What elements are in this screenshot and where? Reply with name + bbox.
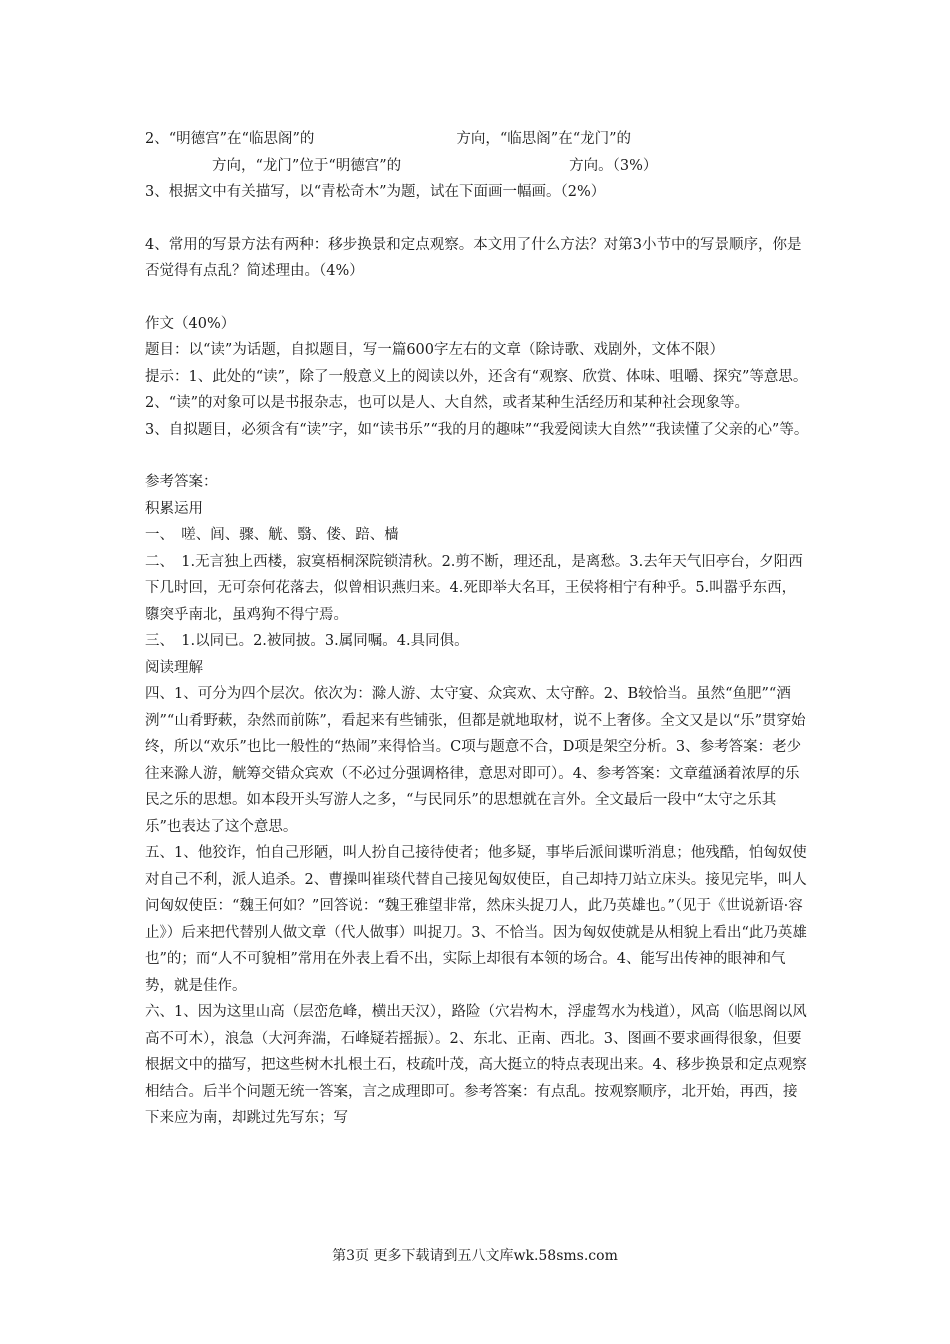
essay-tip-3: 3、自拟题目，必须含有“读”字，如“读书乐”“我的月的趣味”“我爱阅读大自然”“我读懂了父亲的心”等。 (145, 421, 809, 438)
question-2-part-2: 方向，“临思阁”在“龙门”的 (456, 131, 632, 147)
question-2 (145, 126, 810, 153)
spacer (145, 206, 810, 232)
question-2-part-4: 方向。（3%） (569, 157, 658, 174)
page-content (145, 126, 810, 1132)
essay-topic: 题目：以“读”为话题，自拟题目，写一篇600字左右的文章（除诗歌、戏剧外，文体不限） (145, 342, 724, 358)
page-footer: 第3页 更多下载请到五八文库wk.58sms.com (332, 1248, 618, 1264)
essay-tip-2: 2、“读”的对象可以是书报杂志，也可以是人、大自然，或者某种生活经历和某种社会现象等。 (145, 395, 750, 411)
question-3: 3、根据文中有关描写，以“青松奇木”为题，试在下面画一幅画。（2%） (145, 184, 606, 200)
question-4: 4、常用的写景方法有两种：移步换景和定点观察。本文用了什么方法？对第3小节中的写景顺序，你是否觉得有点乱？简述理由。（4%） (145, 236, 802, 279)
question-2-part-1: 2、“明德宫”在“临思阁”的 (145, 131, 315, 147)
answer-6: 六、1、因为这里山高（层峦危峰，横出天汉），路险（穴岩构木，浮虚驾水为栈道），风高（临思阁以风高不可木），浪急（大河奔湍，石峰疑若摇振）。2、东北、正南、西北。3、图画不要求画得很象，但要根据文中的描写，把这些树木扎根土石，枝疏叶茂，高大挺立的特点表现出来。4、移步换景和定点观察相结合。后半个问题无统一答案，言之成理即可。参考答案：有点乱。按观察顺序，北开始，再西，接下来应为南，却跳过先写东；写 (145, 1004, 807, 1126)
answer-2: 二、 1.无言独上西楼，寂寞梧桐深院锁清秋。2.剪不断，理还乱，是离愁。3.去年天气旧亭台，夕阳西下几时回，无可奈何花落去，似曾相识燕归来。4.死即举大名耳，王侯将相宁有种乎。5.叫嚣乎东西，隳突乎南北，虽鸡狗不得宁焉。 (145, 553, 803, 623)
answer-5: 五、1、他狡诈，怕自己形陋，叫人扮自己接待使者；他多疑，事毕后派间谍听消息；他残酷，怕匈奴使对自己不利，派人追杀。2、曹操叫崔琰代替自己接见匈奴使臣，自己却持刀站立床头。接见完毕，叫人问匈奴使臣：“魏王何如？”回答说：“魏王雅望非常，然床头捉刀人，此乃英雄也。”（见于《世说新语·容止》）后来把代替别人做文章（代人做事）叫捉刀。3、不恰当。因为匈奴使就是从相貌上看出“此乃英雄也”的；而“人不可貌相”常用在外表上看不出，实际上却很有本领的场合。4、能写出传神的眼神和气势，就是佳作。 (145, 845, 807, 994)
answer-4: 四、1、可分为四个层次。依次为：滁人游、太守宴、众宾欢、太守醉。2、B较恰当。虽然“鱼肥”“酒洌”“山肴野蔌，杂然而前陈”，看起来有些铺张，但都是就地取材，说不上奢侈。全文又是以“乐”贯穿始终，所以“欢乐”也比一般性的“热闹”来得恰当。C项与题意不合，D项是架空分析。3、参考答案：老少往来滁人游，觥筹交错众宾欢（不必过分强调格律，意思对即可）。4、参考答案：文章蕴涵着浓厚的乐民之乐的思想。如本段开头写游人之多，“与民同乐”的思想就在言外。全文最后一段中“太守之乐其乐”也表达了这个意思。 (145, 686, 806, 835)
essay-heading: 作文（40%） (145, 315, 236, 332)
essay-tip-1: 提示：1、此处的“读”，除了一般意义上的阅读以外，还含有“观察、欣赏、体味、咀嚼、探究”等意思。 (145, 368, 808, 385)
answer-1: 一、 嗟、闾、骤、觥、翳、偻、踣、樯 (145, 527, 399, 543)
spacer (145, 443, 810, 469)
spacer (145, 285, 810, 311)
question-2-line-2 (145, 153, 810, 180)
answers-heading: 参考答案： (145, 474, 218, 490)
section-heading-reading: 阅读理解 (145, 659, 203, 676)
question-2-part-3: 方向，“龙门”位于“明德宫”的 (212, 157, 402, 174)
section-heading-accumulation: 积累运用 (145, 500, 203, 517)
answer-3: 三、 1.以同已。2.被同披。3.属同嘱。4.具同俱。 (145, 633, 469, 649)
